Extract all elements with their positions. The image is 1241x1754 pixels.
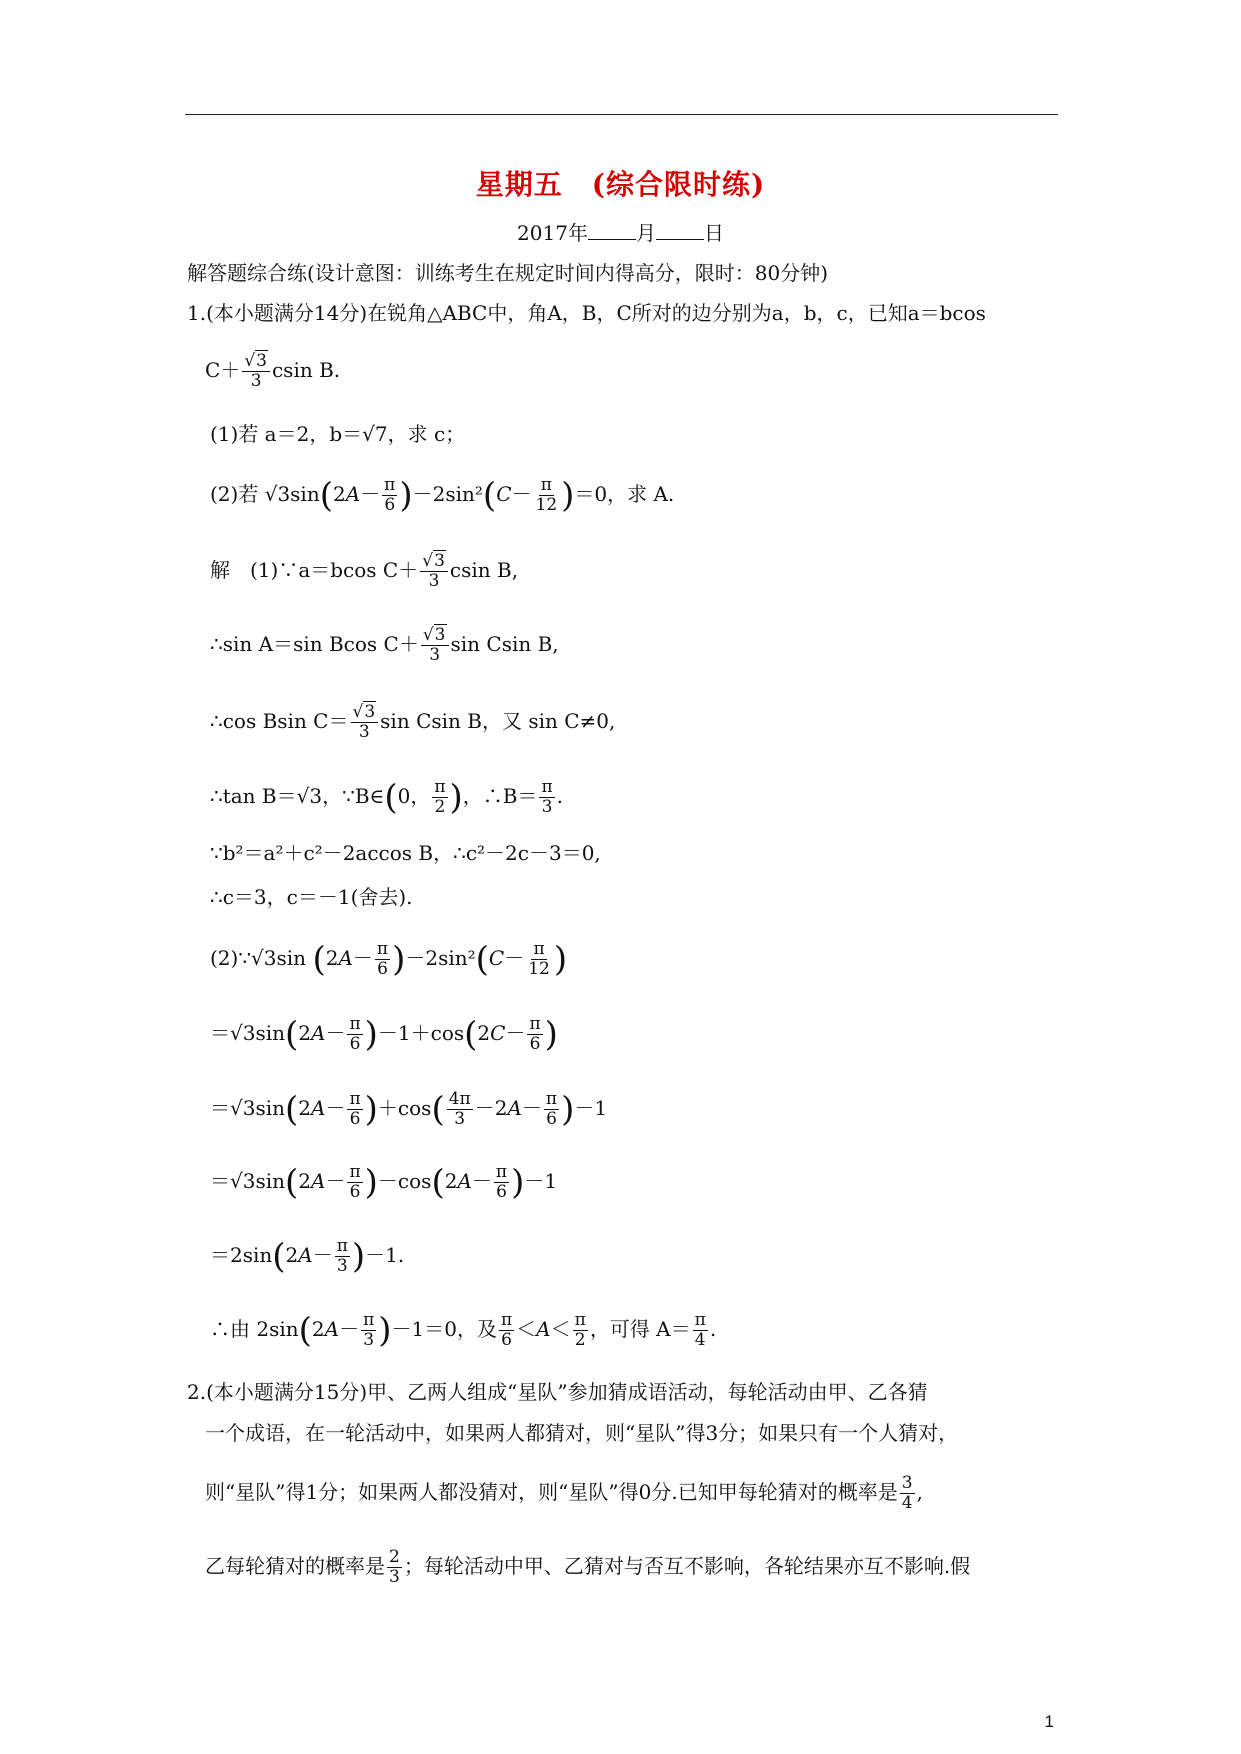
page-number: 1 — [1044, 1712, 1054, 1731]
q2-line4: 乙每轮猜对的概率是 $\frac{2}{3}$ ；每轮活动中甲、乙猜对与否互不影响，各轮结果亦互不影响.假 — [205, 1547, 971, 1587]
month-blank — [588, 221, 636, 240]
q1-sub1: (1)若 a＝2，b＝√7，求 c； — [210, 422, 466, 446]
q1-sol2-eq1: ＝√3sin(2A－ $\frac{\pi}{6}$ )－1＋cos(2C－ $\frac{\pi}{6}$ ) — [210, 1014, 558, 1055]
q1-sol-line3: ∴cos Bsin C＝ $\frac{√3}{3}$ sin Csin B，又 sin C≠0, — [210, 702, 616, 742]
q1-sol-line5: ∵b²＝a²＋c²－2accos B，∴c²－2c－3＝0, — [210, 841, 601, 865]
q1-sol-line2: ∴sin A＝sin Bcos C＋ $\frac{√3}{3}$ sin Csin B, — [210, 625, 559, 665]
q1-sol-line1: 解 (1)∵a＝bcos C＋ $\frac{√3}{3}$ csin B, — [210, 551, 519, 591]
q1-sol-line4: ∴tan B＝√3，∵B∈(0， $\frac{\pi}{2}$ )，∴B＝ $\frac{\pi}{3}$ . — [210, 777, 564, 818]
day-blank — [656, 221, 704, 240]
q2-line3: 则“星队”得1分；如果两人都没猜对，则“星队”得0分.已知甲每轮猜对的概率是 $\frac{3}{4}$ , — [205, 1473, 923, 1513]
q1-sol2-eq2: ＝√3sin(2A－ $\frac{\pi}{6}$ )＋cos( $\frac{4\pi}{3}$ －2A－ $\frac{\pi}{6}$ )－1 — [210, 1089, 608, 1130]
q1-sol2-eq4: ＝2sin(2A－ $\frac{\pi}{3}$ )－1. — [210, 1236, 405, 1277]
intro-text: 解答题综合练(设计意图：训练考生在规定时间内得高分，限时：80分钟) — [187, 261, 829, 285]
q1-sol2-final: ∴由 2sin(2A－ $\frac{\pi}{3}$ )－1＝0，及 $\frac{\pi}{6}$ ＜A＜ $\frac{\pi}{2}$ ，可得 A＝ $\frac{\pi}{4}$ . — [210, 1310, 717, 1351]
date-line: 2017年 月 日 — [517, 221, 724, 245]
q1-sol2-eq3: ＝√3sin(2A－ $\frac{\pi}{6}$ )－cos(2A－ $\frac{\pi}{6}$ )－1 — [210, 1162, 558, 1203]
q1-stem: 1.(本小题满分14分)在锐角△ABC中，角A，B，C所对的边分别为a，b，c，已知a＝bcos — [187, 301, 986, 325]
q1-sol2-line1: (2)∵√3sin (2A－ $\frac{\pi}{6}$ )－2sin²(C－ $\frac{\pi}{12}$ ) — [210, 939, 568, 980]
page-title: 星期五 (综合限时练) — [475, 168, 766, 201]
q2-line1: 2.(本小题满分15分)甲、乙两人组成“星队”参加猜成语活动，每轮活动由甲、乙各猜 — [187, 1380, 928, 1404]
q1-sub2: (2)若 √3sin(2A－ $\frac{\pi}{6}$ )－2sin²(C－ $\frac{\pi}{12}$ )＝0，求 A. — [210, 475, 675, 516]
q1-stem-cont: C＋ $\frac{√3}{3}$ csin B. — [205, 351, 341, 391]
header-rule — [185, 114, 1058, 115]
q1-sol-line6: ∴c＝3，c＝－1(舍去). — [210, 885, 413, 909]
q2-line2: 一个成语，在一轮活动中，如果两人都猜对，则“星队”得3分；如果只有一个人猜对， — [205, 1421, 959, 1445]
